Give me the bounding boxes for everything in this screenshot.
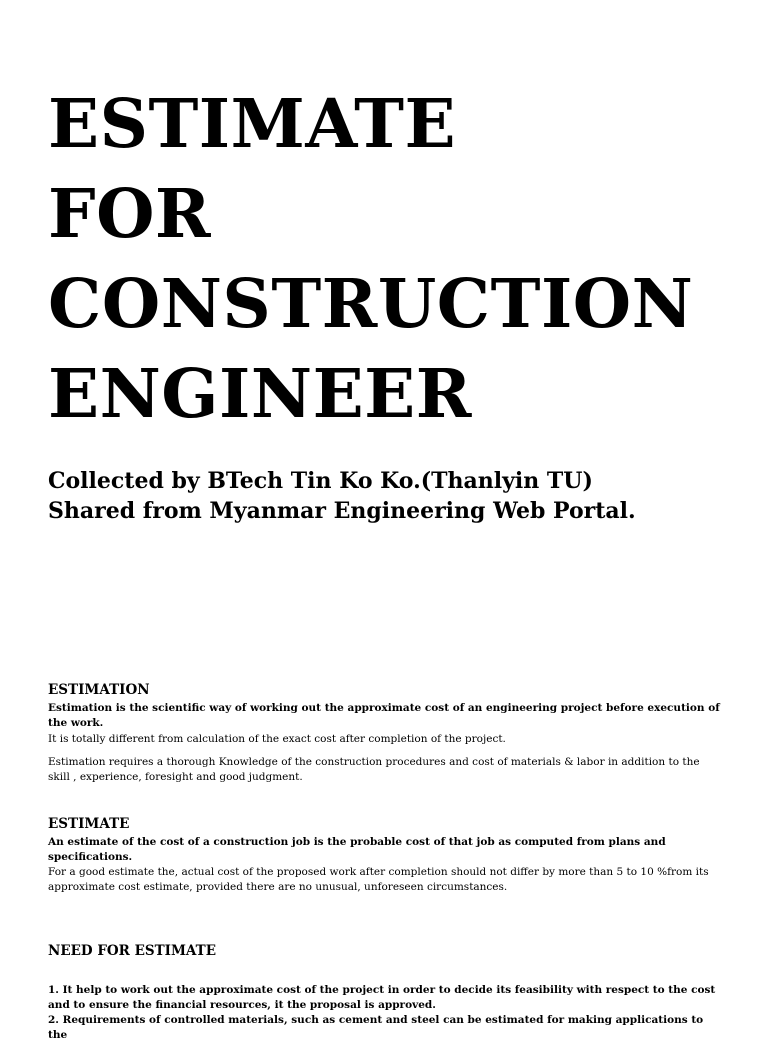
title-line-4: ENGINEER bbox=[48, 354, 472, 433]
estimation-requirements: Estimation requires a thorough Knowledge of the construction procedures and cost of materials & labor in addition to the skill , experience, foresight and good judgment. bbox=[48, 756, 700, 783]
section-heading-need-for-estimate: NEED FOR ESTIMATE bbox=[48, 943, 217, 959]
byline-collected: Collected by BTech Tin Ko Ko.(Thanlyin TU) bbox=[48, 468, 593, 494]
need-item-2: 2. Requirements of controlled materials, such as cement and steel can be estimated for making applications to the bbox=[48, 1014, 704, 1041]
title-line-2: FOR bbox=[48, 174, 212, 253]
section-heading-estimate: ESTIMATE bbox=[48, 816, 130, 832]
byline-shared: Shared from Myanmar Engineering Web Portal. bbox=[48, 498, 636, 524]
estimation-definition: Estimation is the scientific way of working out the approximate cost of an engineering project before execution of the work. bbox=[48, 702, 720, 729]
estimation-note: It is totally different from calculation of the exact cost after completion of the project. bbox=[48, 733, 506, 745]
estimate-definition: An estimate of the cost of a construction job is the probable cost of that job as computed from plans and specifications. bbox=[48, 836, 666, 863]
title-line-3: CONSTRUCTION bbox=[48, 264, 694, 343]
need-item-1: 1. It help to work out the approximate cost of the project in order to decide its feasibility with respect to the cost and to ensure the financial resources, it the proposal is approved. bbox=[48, 984, 716, 1011]
title-line-1: ESTIMATE bbox=[48, 84, 457, 163]
estimate-note: For a good estimate the, actual cost of the proposed work after completion should not differ by more than 5 to 10 %from its approximate cost estimate, provided there are no unusual, unforeseen circumstances. bbox=[48, 866, 709, 893]
section-heading-estimation: ESTIMATION bbox=[48, 682, 150, 698]
